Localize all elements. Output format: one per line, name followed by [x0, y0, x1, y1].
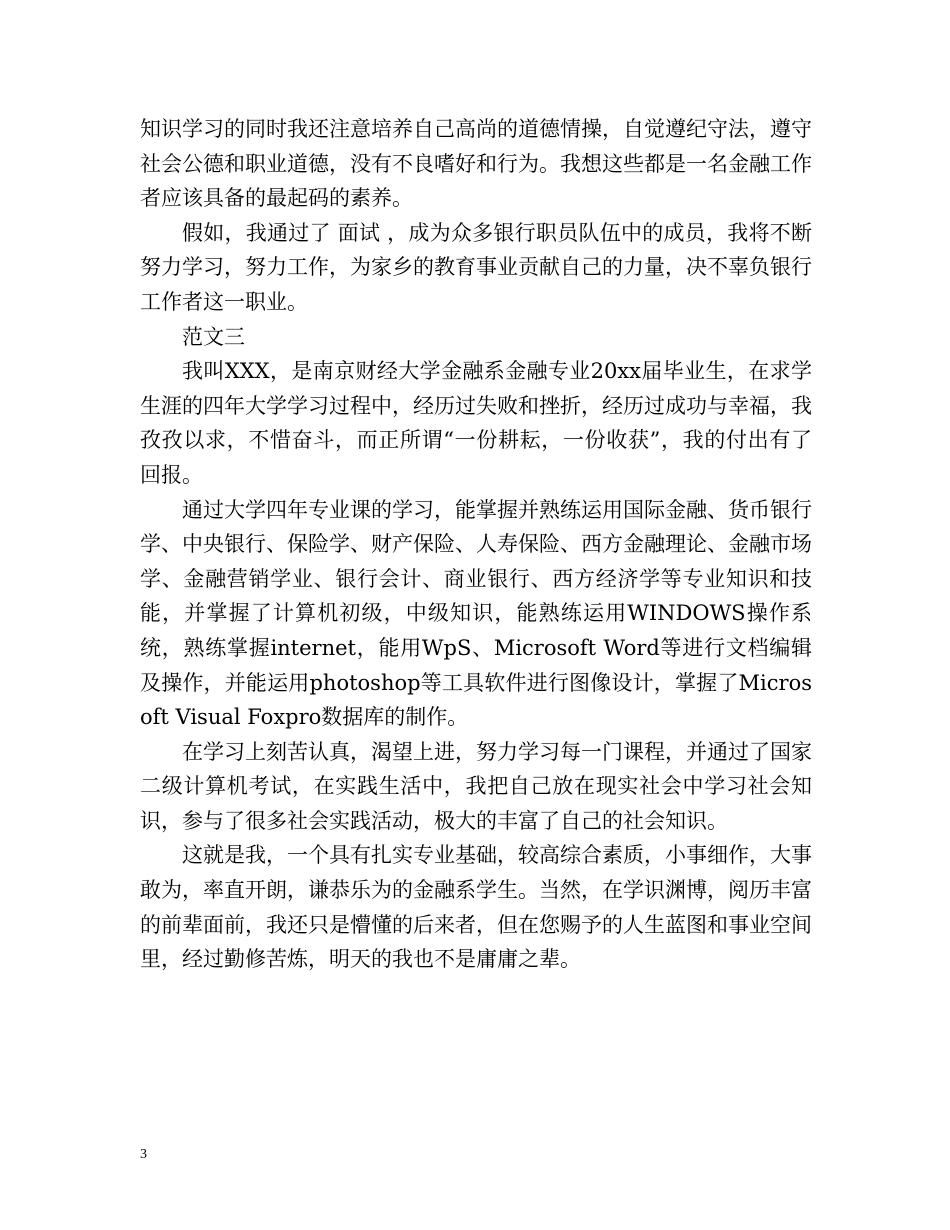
paragraph-6: 这就是我，一个具有扎实专业基础，较高综合素质，小事细作，大事敢为，率直开朗，谦恭乐为的金融系学生。当然，在学识渊博，阅历丰富的前辈面前，我还只是懵懂的后来者，但在您赐予的人生蓝图和事业空间里，经过勤修苦炼，明天的我也不是庸庸之辈。: [140, 843, 812, 972]
section-heading: 范文三: [182, 324, 245, 349]
paragraph-5: 在学习上刻苦认真，渴望上进，努力学习每一门课程，并通过了国家二级计算机考试，在实践生活中，我把自己放在现实社会中学习社会知识，参与了很多社会实践活动，极大的丰富了自己的社会知识。: [140, 739, 812, 833]
page-number: 3: [140, 1147, 147, 1162]
document-body: [140, 112, 812, 977]
paragraph-1: 知识学习的同时我还注意培养自己高尚的道德情操，自觉遵纪守法，遵守社会公德和职业道德，没有不良嗜好和行为。我想这些都是一名金融工作者应该具备的最起码的素养。: [140, 117, 812, 211]
paragraph-4: 通过大学四年专业课的学习，能掌握并熟练运用国际金融、货币银行学、中央银行、保险学、财产保险、人寿保险、西方金融理论、金融市场学、金融营销学业、银行会计、商业银行、西方经济学等专业知识和技能，并掌握了计算机初级，中级知识，能熟练运用WINDOWS操作系统，熟练掌握internet，能用WpS、Microsoft Word等进行文档编辑及操作，并能运用photoshop等工具软件进行图像设计，掌握了Microsoft Visual Foxpro数据库的制作。: [140, 497, 812, 730]
paragraph-2: 假如，我通过了 面试 ，成为众多银行职员队伍中的成员，我将不断努力学习，努力工作，为家乡的教育事业贡献自己的力量，决不辜负银行工作者这一职业。: [140, 220, 812, 314]
paragraph-3: 我叫XXX，是南京财经大学金融系金融专业20xx届毕业生，在求学生涯的四年大学学习过程中，经历过失败和挫折，经历过成功与幸福，我孜孜以求，不惜奋斗，而正所谓“一份耕耘，一份收获”，我的付出有了回报。: [140, 359, 812, 487]
